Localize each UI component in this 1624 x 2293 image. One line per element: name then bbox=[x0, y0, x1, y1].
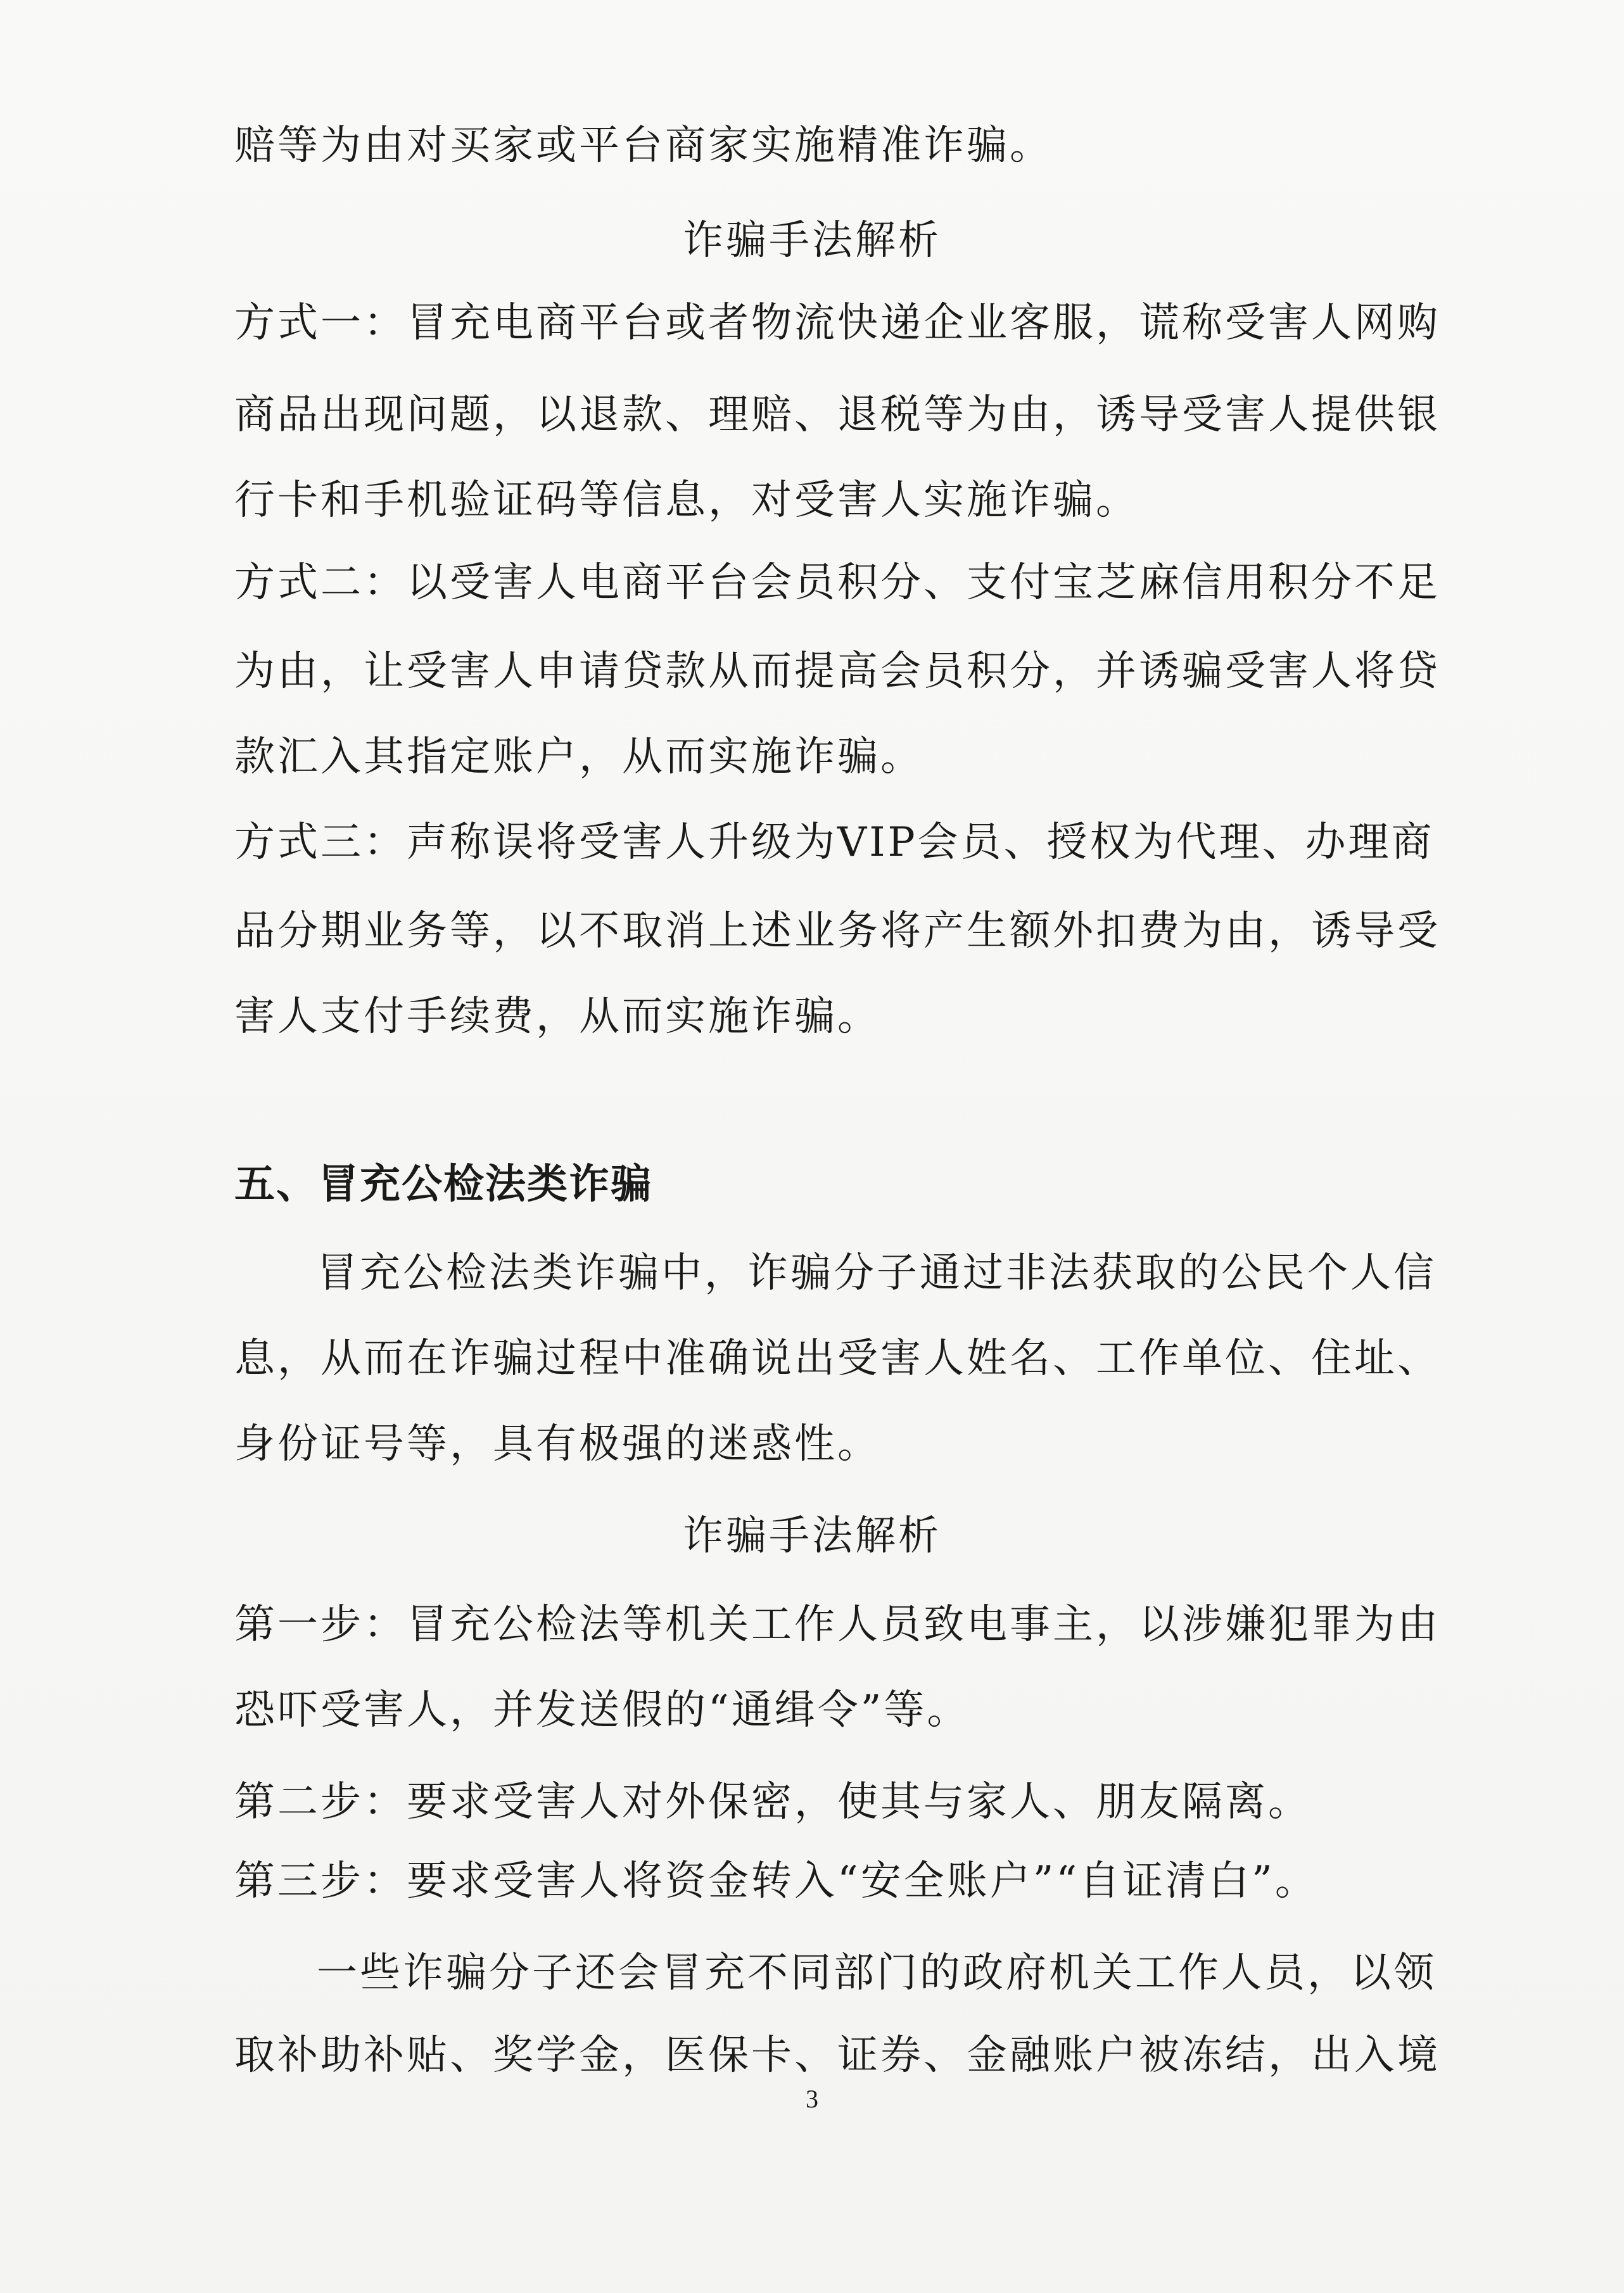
method-1-line: 商品出现问题，以退款、理赔、退税等为由，诱导受害人提供银 bbox=[234, 391, 1440, 438]
section-subtitle: 诈骗手法解析 bbox=[683, 1513, 941, 1559]
section-subtitle: 诈骗手法解析 bbox=[683, 217, 941, 264]
section-heading: 五、冒充公检法类诈骗 bbox=[234, 1161, 652, 1208]
paragraph-line: 冒充公检法类诈骗中，诈骗分子通过非法获取的公民个人信 bbox=[317, 1250, 1437, 1297]
paragraph-line: 一些诈骗分子还会冒充不同部门的政府机关工作人员，以领 bbox=[317, 1950, 1437, 1997]
method-3-line: 品分期业务等，以不取消上述业务将产生额外扣费为由，诱导受 bbox=[234, 908, 1440, 955]
method-1-line: 行卡和手机验证码等信息，对受害人实施诈骗。 bbox=[234, 477, 1139, 524]
method-2-line: 为由，让受害人申请贷款从而提高会员积分，并诱骗受害人将贷 bbox=[234, 648, 1440, 695]
method-2-line: 款汇入其指定账户，从而实施诈骗。 bbox=[234, 734, 923, 780]
step-2-line: 第二步：要求受害人对外保密，使其与家人、朋友隔离。 bbox=[234, 1779, 1311, 1826]
method-1-line: 方式一：冒充电商平台或者物流快递企业客服，谎称受害人网购 bbox=[234, 300, 1440, 346]
paragraph-line: 取补助补贴、奖学金，医保卡、证券、金融账户被冻结，出入境 bbox=[234, 2032, 1440, 2079]
method-2-line: 方式二：以受害人电商平台会员积分、支付宝芝麻信用积分不足 bbox=[234, 559, 1440, 606]
step-1-line: 恐吓受害人，并发送假的“通缉令”等。 bbox=[234, 1687, 970, 1734]
paragraph-line: 息，从而在诈骗过程中准确说出受害人姓名、工作单位、住址、 bbox=[234, 1335, 1440, 1382]
paragraph-line: 身份证号等，具有极强的迷惑性。 bbox=[234, 1421, 880, 1468]
paragraph-line: 赔等为由对买家或平台商家实施精准诈骗。 bbox=[234, 122, 1053, 169]
page-number: 3 bbox=[806, 2085, 818, 2113]
step-3-line: 第三步：要求受害人将资金转入“安全账户”“自证清白”。 bbox=[234, 1858, 1318, 1905]
method-3-line: 方式三：声称误将受害人升级为VIP会员、授权为代理、办理商 bbox=[234, 819, 1435, 866]
step-1-line: 第一步：冒充公检法等机关工作人员致电事主，以涉嫌犯罪为由 bbox=[234, 1601, 1440, 1648]
method-3-line: 害人支付手续费，从而实施诈骗。 bbox=[234, 993, 880, 1040]
